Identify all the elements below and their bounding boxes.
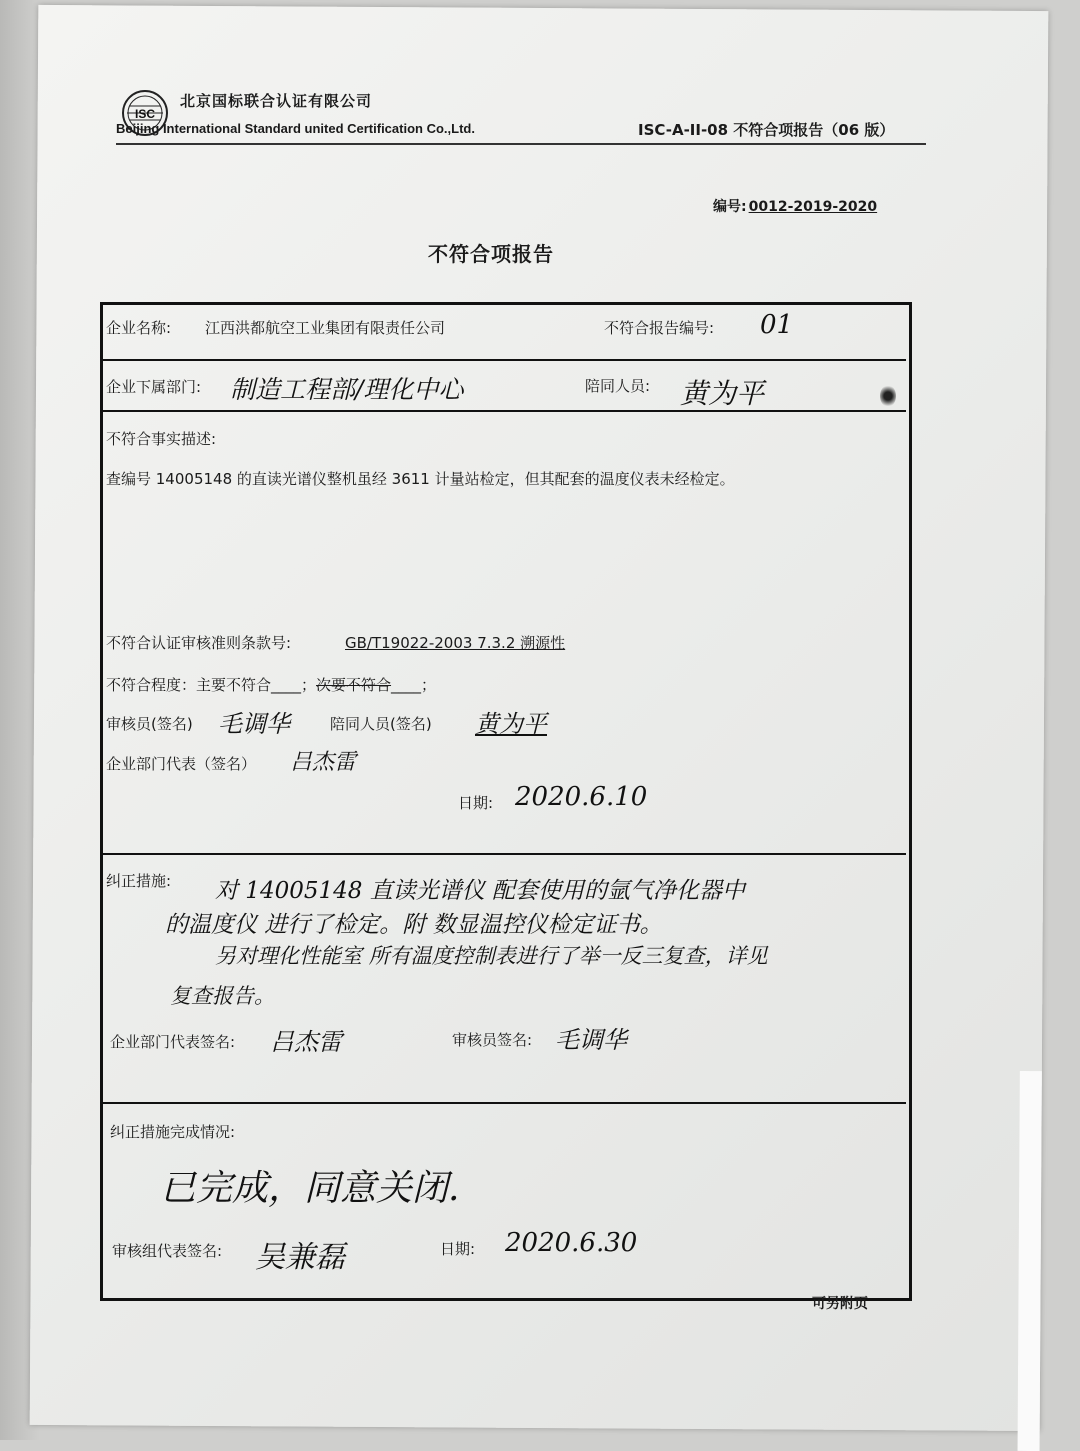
row-divider — [103, 853, 906, 855]
degree-separator: ； — [301, 676, 317, 694]
final-date-value: 2020.6.30 — [505, 1228, 638, 1258]
serial-label: 编号: — [713, 199, 747, 215]
corrective-auditor-signature: 毛调华 — [555, 1026, 627, 1054]
row-divider — [103, 410, 906, 412]
escort-value: 黄为平 — [680, 377, 765, 410]
degree-major-label: 不符合程度：主要不符合 — [106, 676, 272, 694]
row-divider — [103, 1102, 906, 1104]
department-value: 制造工程部/理化中心 — [230, 375, 464, 404]
form-code: ISC-A-II-08 不符合项报告（06 版） — [638, 121, 895, 139]
date-label: 日期: — [458, 794, 494, 812]
corrective-line: 复查报告。 — [170, 984, 275, 1008]
degree-major-blank: ____ — [271, 676, 302, 694]
ink-blot — [880, 385, 896, 407]
clause-label: 不符合认证审核准则条款号: — [106, 634, 292, 652]
attach-note: 可另附页 — [812, 1296, 868, 1312]
corrective-line: 另对理化性能室 所有温度控制表进行了举一反三复查，详见 — [215, 944, 768, 968]
auditor-sign-label: 审核员(签名) — [106, 715, 193, 733]
underlying-page-edge — [1018, 1071, 1042, 1451]
corrective-dept-rep-label: 企业部门代表签名: — [110, 1033, 236, 1051]
fact-description-label: 不符合事实描述: — [106, 430, 217, 448]
escort-sign-label: 陪同人员(签名) — [330, 715, 432, 733]
escort-label: 陪同人员: — [585, 377, 651, 395]
page-title: 不符合项报告 — [428, 242, 554, 266]
company-name-en: Beijing International Standard united Certification Co.,Ltd. — [116, 121, 475, 136]
fact-description-text: 查编号 14005148 的直读光谱仪整机虽经 3611 计量站检定，但其配套的温度仪表未经检定。 — [106, 470, 735, 488]
corrective-dept-rep-signature: 吕杰雷 — [270, 1028, 342, 1056]
corrective-line: 的温度仪 进行了检定。附 数显温控仪检定证书。 — [165, 912, 663, 938]
form-frame — [100, 302, 912, 1301]
header-divider — [116, 143, 926, 145]
department-label: 企业下属部门: — [106, 378, 202, 396]
degree-minor-checked: 次要不符合 — [316, 676, 392, 694]
clause-value: GB/T19022-2003 7.3.2 溯源性 — [345, 634, 566, 652]
corrective-auditor-label: 审核员签名: — [452, 1031, 533, 1049]
enterprise-name-value: 江西洪都航空工业集团有限责任公司 — [205, 319, 446, 337]
degree-row — [106, 674, 436, 695]
final-date-label: 日期: — [440, 1240, 476, 1258]
escort-signature: 黄为平 — [475, 710, 547, 738]
report-number-value: 01 — [760, 310, 794, 340]
serial-number — [713, 196, 877, 216]
auditor-signature: 毛调华 — [218, 710, 290, 738]
team-rep-signature: 吴兼磊 — [255, 1240, 345, 1275]
company-name-cn: 北京国标联合认证有限公司 — [180, 92, 373, 110]
dept-rep-label: 企业部门代表（签名） — [106, 755, 257, 773]
corrective-line: 对 14005148 直读光谱仪 配套使用的氩气净化器中 — [215, 878, 745, 904]
degree-end: ； — [421, 676, 437, 694]
serial-value: 0012-2019-2020 — [748, 199, 878, 215]
date-value: 2020.6.10 — [515, 782, 648, 812]
completion-label: 纠正措施完成情况: — [110, 1123, 236, 1141]
degree-minor-blank: ____ — [391, 676, 422, 694]
team-rep-label: 审核组代表签名: — [112, 1242, 223, 1260]
svg-text:ISC: ISC — [134, 107, 156, 121]
row-divider — [103, 359, 906, 361]
completion-value: 已完成，同意关闭. — [160, 1168, 460, 1209]
report-number-label: 不符合报告编号: — [604, 319, 715, 337]
dept-rep-signature: 吕杰雷 — [290, 750, 357, 775]
enterprise-name-label: 企业名称: — [106, 319, 172, 337]
corrective-label: 纠正措施: — [106, 872, 172, 890]
